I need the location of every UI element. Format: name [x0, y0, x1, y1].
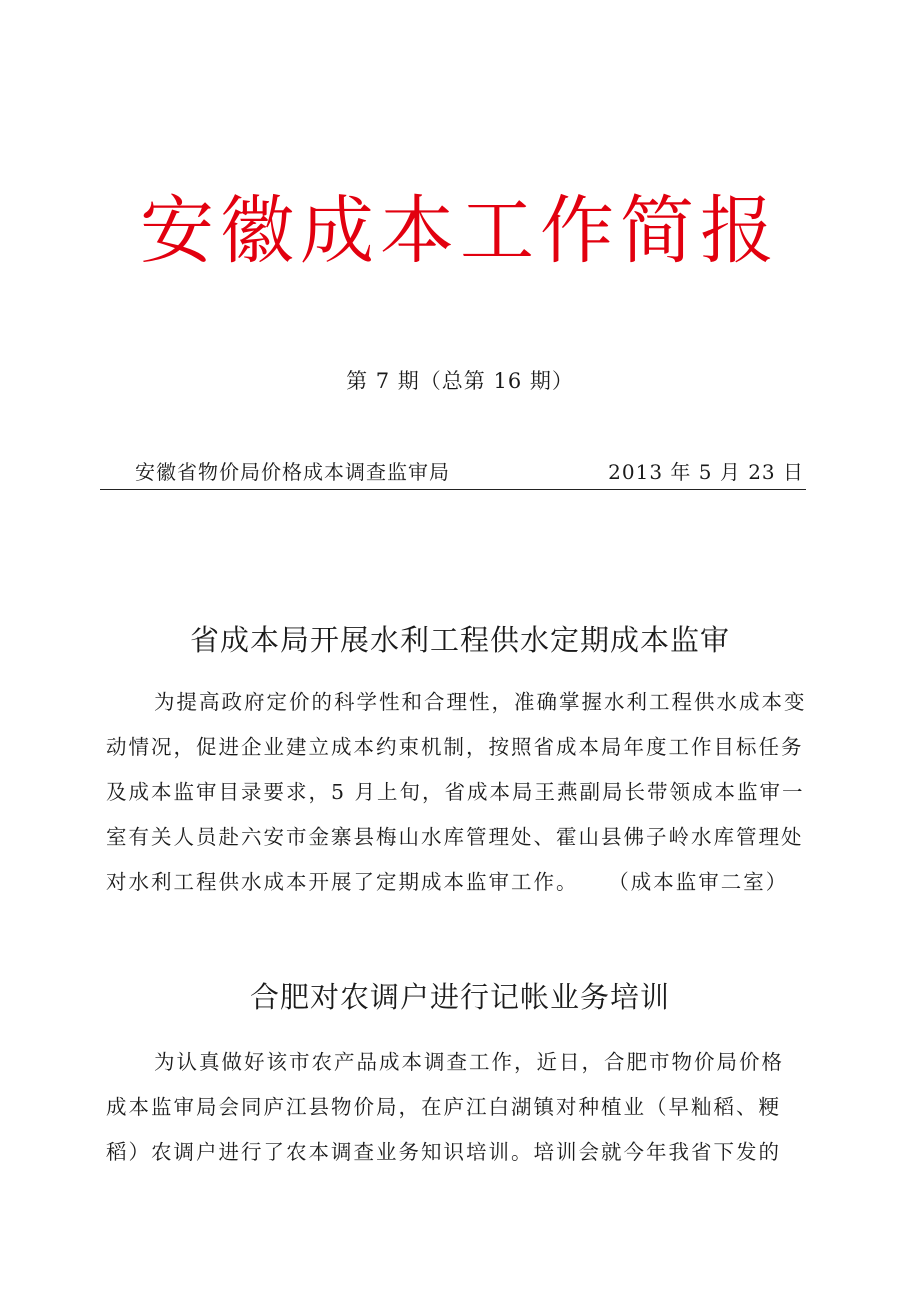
- article-2-line-2: 成本监审局会同庐江县物价局，在庐江白湖镇对种植业（早籼稻、粳: [106, 1095, 781, 1119]
- article-2-headline: 合肥对农调户进行记帐业务培训: [249, 980, 670, 1014]
- publish-date: 2013 年 5 月 23 日: [608, 460, 804, 484]
- article-1-line-5-text: 对水利工程供水成本开展了定期成本监审工作。: [106, 870, 579, 894]
- publisher-line: [100, 457, 806, 490]
- issue-number: 第 7 期（总第 16 期）: [346, 369, 574, 393]
- masthead-title: 安徽成本工作简报: [140, 188, 780, 274]
- article-2-line-3: 稻）农调户进行了农本调查业务知识培训。培训会就今年我省下发的: [106, 1140, 781, 1164]
- article-1-line-5: [106, 860, 822, 905]
- article-1-body: [106, 680, 822, 905]
- article-1-headline: 省成本局开展水利工程供水定期成本监审: [189, 623, 730, 657]
- publisher-org: 安徽省物价局价格成本调查监审局: [135, 460, 450, 484]
- article-2-body: [106, 1040, 806, 1175]
- article-1-line-2: 动情况，促进企业建立成本约束机制，按照省成本局年度工作目标任务: [106, 735, 804, 759]
- article-1-line-3: 及成本监审目录要求，5 月上旬，省成本局王燕副局长带领成本监审一: [106, 780, 805, 804]
- article-1-credit: （成本监审二室）: [618, 870, 789, 894]
- article-1-line-4: 室有关人员赴六安市金寨县梅山水库管理处、霍山县佛子岭水库管理处: [106, 825, 804, 849]
- article-1-line-1: 为提高政府定价的科学性和合理性，准确掌握水利工程供水成本变: [154, 690, 807, 714]
- article-2-line-1: 为认真做好该市农产品成本调查工作，近日，合肥市物价局价格: [154, 1050, 784, 1074]
